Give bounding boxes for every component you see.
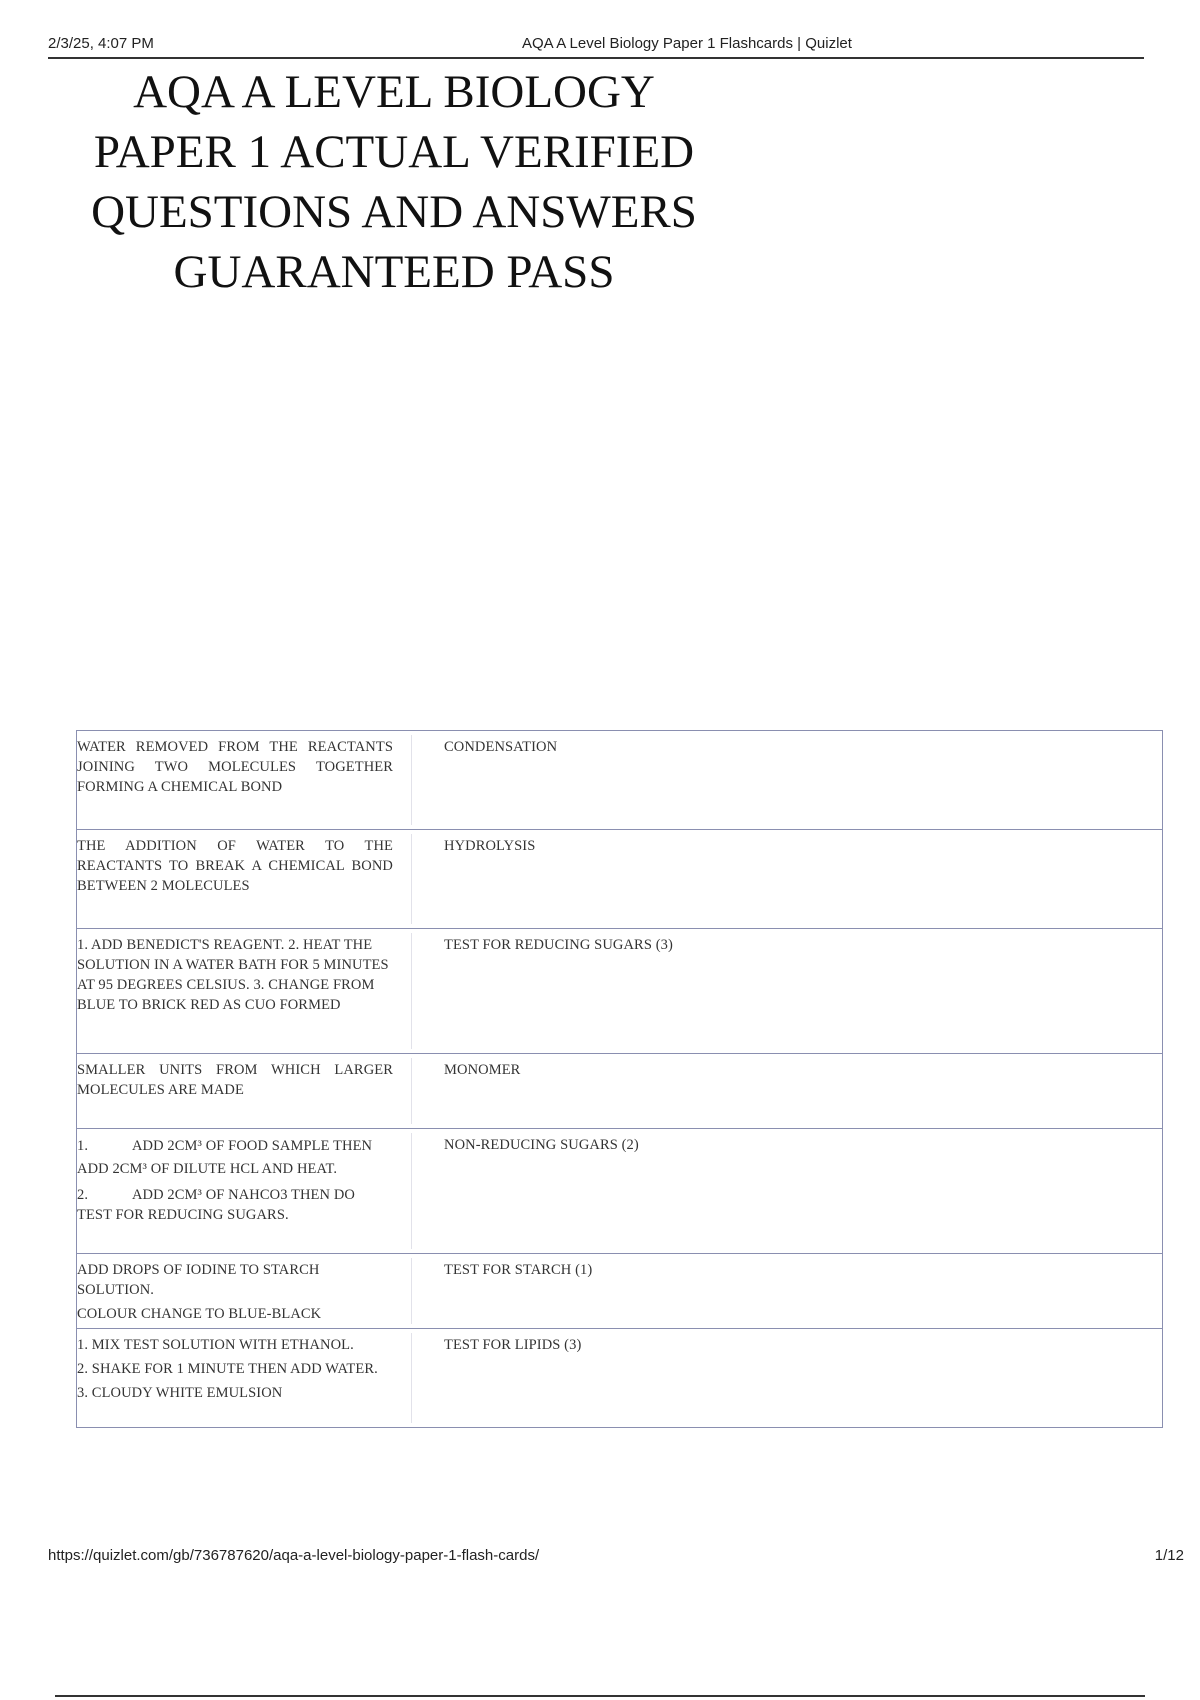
document-title <box>62 62 726 302</box>
card-term: WATER REMOVED FROM THE REACTANTS JOINING TWO MOLECULES TOGETHER FORMING A CHEMICAL BOND <box>77 739 393 795</box>
card-term: THE ADDITION OF WATER TO THE REACTANTS TO BREAK A CHEMICAL BOND BETWEEN 2 MOLECULES <box>77 838 393 894</box>
card-definition: MONOMER <box>444 1062 521 1078</box>
flashcard-row <box>77 1253 1162 1328</box>
title-line: QUESTIONS AND ANSWERS <box>91 186 697 238</box>
print-page-title: AQA A Level Biology Paper 1 Flashcards | Quizlet <box>522 35 852 52</box>
card-definition: CONDENSATION <box>444 739 558 755</box>
card-term: 1. ADD BENEDICT'S REAGENT. 2. HEAT THE SOLUTION IN A WATER BATH FOR 5 MINUTES AT 95 DEGREES CELSIUS. 3. CHANGE FROM BLUE TO BRICK RED AS CUO FORMED <box>77 937 389 1013</box>
flashcard-row <box>77 928 1162 1053</box>
title-line: PAPER 1 ACTUAL VERIFIED <box>93 126 695 178</box>
flashcard-row <box>77 1328 1162 1427</box>
card-definition: HYDROLYSIS <box>444 838 536 854</box>
card-term: 1. ADD 2CM³ OF FOOD SAMPLE THEN ADD 2CM³ OF DILUTE HCL AND HEAT. 2. ADD 2CM³ OF NAHCO3 THEN DO TEST FOR REDUCING SUGARS. <box>77 1138 376 1223</box>
flashcard-row <box>77 1053 1162 1128</box>
flashcard-row <box>77 1128 1162 1253</box>
page-url: https://quizlet.com/gb/736787620/aqa-a-level-biology-paper-1-flash-cards/ <box>48 1547 540 1564</box>
print-datetime: 2/3/25, 4:07 PM <box>48 35 154 52</box>
flashcard-row <box>77 829 1162 928</box>
title-line: AQA A LEVEL BIOLOGY <box>133 66 655 118</box>
title-line: GUARANTEED PASS <box>173 246 615 298</box>
card-definition: TEST FOR REDUCING SUGARS (3) <box>444 937 673 953</box>
card-term: ADD DROPS OF IODINE TO STARCH SOLUTION. COLOUR CHANGE TO BLUE-BLACK <box>77 1262 322 1322</box>
bottom-divider <box>55 1695 1145 1697</box>
card-term: SMALLER UNITS FROM WHICH LARGER MOLECULES ARE MADE <box>77 1062 393 1098</box>
flashcard-table <box>76 730 1163 1428</box>
card-definition: TEST FOR LIPIDS (3) <box>444 1337 582 1353</box>
card-term: 1. MIX TEST SOLUTION WITH ETHANOL. 2. SHAKE FOR 1 MINUTE THEN ADD WATER. 3. CLOUDY WHITE EMULSION <box>77 1337 378 1401</box>
print-header <box>48 33 1144 59</box>
card-definition: NON-REDUCING SUGARS (2) <box>444 1137 639 1153</box>
card-definition: TEST FOR STARCH (1) <box>444 1262 593 1278</box>
flashcard-row <box>77 731 1162 829</box>
page-number: 1/12 <box>1154 1547 1184 1564</box>
